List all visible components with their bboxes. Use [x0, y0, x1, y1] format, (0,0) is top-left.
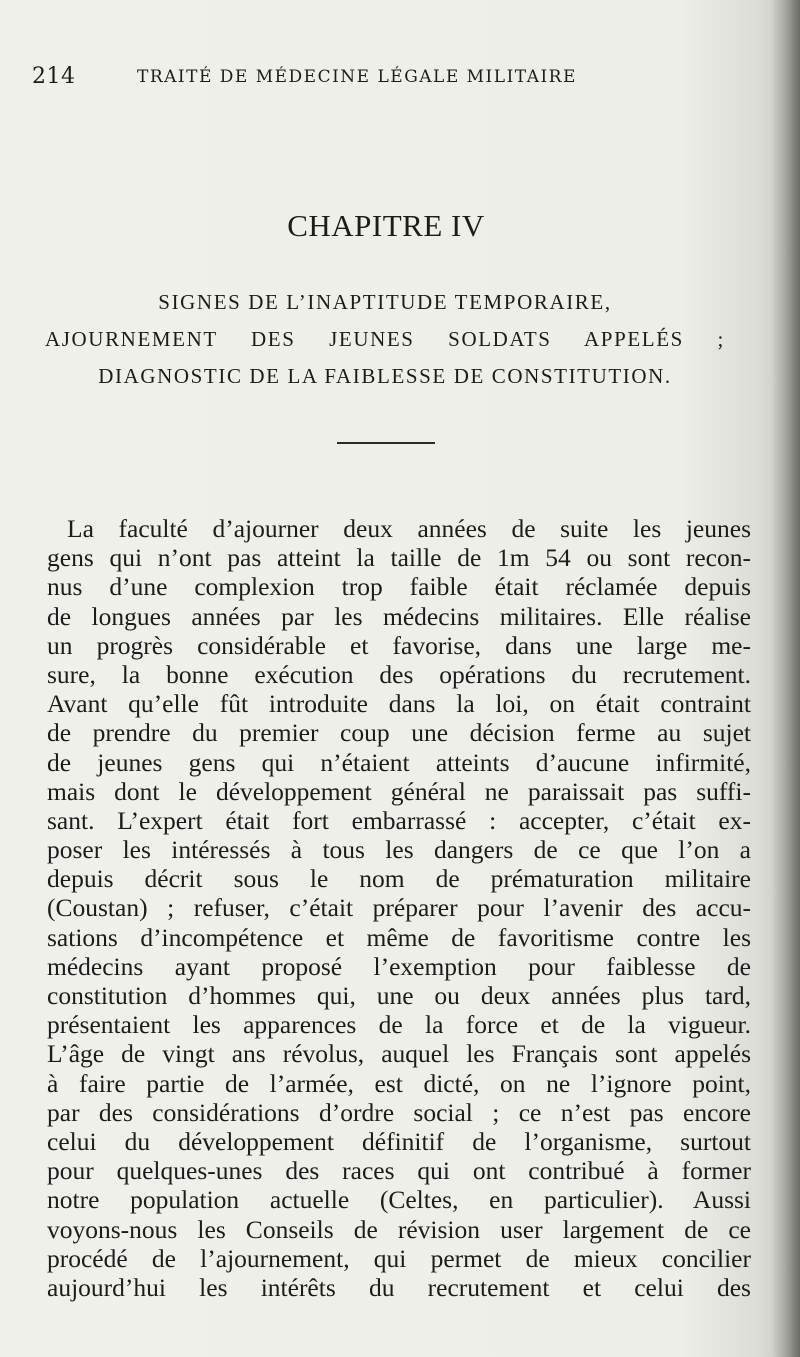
body-paragraph [47, 514, 751, 1302]
text-line: à faire partie de l’armée, est dicté, on ne l’ignore point, [47, 1068, 751, 1098]
text-line: sure, la bonne exécution des opérations du recrutement. [47, 659, 751, 689]
text-line: de jeunes gens qui n’étaient atteints d’aucune infirmité, [47, 747, 751, 777]
binding-shadow [772, 0, 800, 1357]
section-rule [337, 442, 435, 444]
text-line: (Coustan) ; refuser, c’était préparer pour l’avenir des accu- [47, 893, 751, 923]
subtitle-line: AJOURNEMENT DES JEUNES SOLDATS APPELÉS ; [45, 327, 725, 351]
subtitle-line: DIAGNOSTIC DE LA FAIBLESSE DE CONSTITUTION. [98, 364, 672, 388]
chapter-subtitle [45, 284, 725, 395]
text-line: procédé de l’ajournement, qui permet de mieux concilier [47, 1243, 751, 1273]
text-line: médecins ayant proposé l’exemption pour faiblesse de [47, 951, 751, 981]
running-head [32, 64, 752, 96]
text-line: poser les intéressés à tous les dangers de ce que l’on a [47, 835, 751, 865]
text-line: voyons-nous les Conseils de révision user largement de ce [47, 1214, 751, 1244]
text-line: notre population actuelle (Celtes, en particulier). Aussi [47, 1185, 751, 1215]
text-line: de longues années par les médecins militaires. Elle réalise [47, 601, 751, 631]
text-line: depuis décrit sous le nom de prématuration militaire [47, 864, 751, 894]
text-line: Avant qu’elle fût introduite dans la loi, on était contraint [47, 689, 751, 719]
text-line: L’âge de vingt ans révolus, auquel les Français sont appelés [47, 1039, 751, 1069]
subtitle-line: SIGNES DE L’INAPTITUDE TEMPORAIRE, [158, 290, 612, 314]
text-line: par des considérations d’ordre social ; ce n’est pas encore [47, 1097, 751, 1127]
text-line: sations d’incompétence et même de favoritisme contre les [47, 922, 751, 952]
text-line: La faculté d’ajourner deux années de suite les jeunes [67, 514, 751, 543]
text-line: mais dont le développement général ne paraissait pas suffi- [47, 776, 751, 806]
text-line: aujourd’hui les intérêts du recrutement et celui des [47, 1272, 751, 1302]
page-number: 214 [32, 64, 76, 89]
text-line: présentaient les apparences de la force et de la vigueur. [47, 1010, 751, 1040]
text-line: nus d’une complexion trop faible était réclamée depuis [47, 572, 751, 602]
running-title: TRAITÉ DE MÉDECINE LÉGALE MILITAIRE [137, 67, 577, 87]
text-line: un progrès considérable et favorise, dans une large me- [47, 630, 751, 660]
text-line: gens qui n’ont pas atteint la taille de 1m 54 ou sont recon- [47, 543, 751, 573]
chapter-title: CHAPITRE IV [287, 208, 485, 243]
text-line: sant. L’expert était fort embarrassé : accepter, c’était ex- [47, 805, 751, 835]
text-line: constitution d’hommes qui, une ou deux années plus tard, [47, 981, 751, 1010]
text-line: de prendre du premier coup une décision ferme au sujet [47, 718, 751, 748]
text-line: celui du développement définitif de l’organisme, surtout [47, 1126, 751, 1156]
text-line: pour quelques-unes des races qui ont contribué à former [47, 1156, 751, 1186]
